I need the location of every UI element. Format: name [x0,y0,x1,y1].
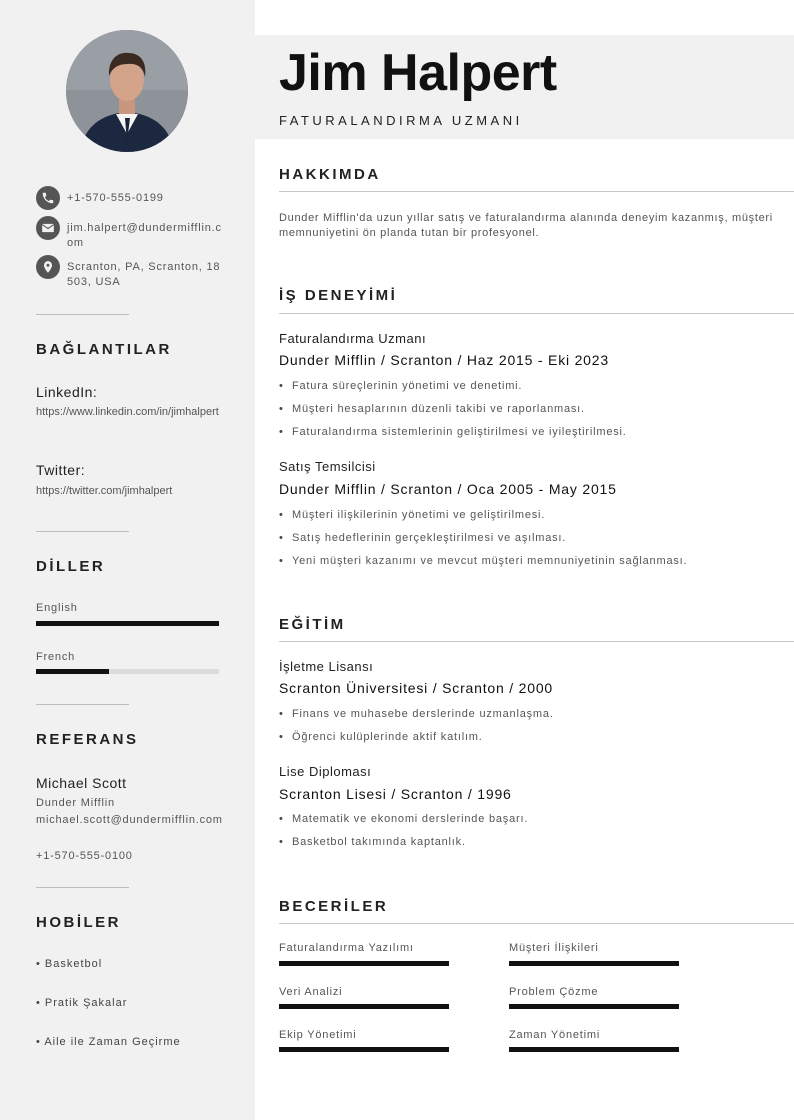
language-name: French [36,651,76,663]
contact-phone [36,186,222,210]
linkedin-link[interactable]: https://www.linkedin.com/in/jimhalpert [36,406,219,418]
skill-level-bar [279,1047,449,1052]
contact-address-text: Scranton, PA, Scranton, 18503, USA [67,261,221,288]
skill-level-bar [279,1004,449,1009]
education-bullet-text: Matematik ve ekonomi derslerinde başarı. [292,813,529,825]
education-bullet-text: Finans ve muhasebe derslerinde uzmanlaşma. [292,708,554,720]
job-title: FATURALANDIRMA UZMANI [279,113,523,128]
education-heading: EĞİTİM [279,616,346,633]
phone-icon [36,186,60,210]
section-rule [279,641,794,642]
sidebar-divider [36,531,129,532]
language-level-bar [36,621,219,626]
job-bullet: • Müşteri hesaplarının düzenli takibi ve raporlanması. [279,403,585,415]
education-school: Scranton Üniversitesi / Scranton / 2000 [279,680,553,696]
skill-level-fill [279,961,449,966]
location-pin-icon [36,255,60,279]
job-bullet-text: Yeni müşteri kazanımı ve mevcut müşteri memnuniyetinin sağlanması. [292,555,688,567]
skill-name: Müşteri İlişkileri [509,942,599,954]
hobby-item: • Basketbol [36,958,103,970]
job-bullet-text: Faturalandırma sistemlerinin geliştirilmesi ve iyileştirilmesi. [292,426,627,438]
job-bullet: • Müşteri ilişkilerinin yönetimi ve geliştirilmesi. [279,509,546,521]
education-degree: Lise Diploması [279,764,372,779]
skill-level-fill [509,961,679,966]
sidebar-divider [36,704,129,705]
languages-heading: DİLLER [36,558,106,575]
reference-name: Michael Scott [36,775,127,791]
job-company-dates: Dunder Mifflin / Scranton / Haz 2015 - Eki 2023 [279,352,609,368]
hobbies-heading: HOBİLER [36,914,121,931]
job-bullet: • Satış hedeflerinin gerçekleştirilmesi ve aşılması. [279,532,567,544]
education-bullet: • Öğrenci kulüplerinde aktif katılım. [279,731,483,743]
section-rule [279,191,794,192]
language-level-bar [36,669,219,674]
twitter-link[interactable]: https://twitter.com/jimhalpert [36,485,173,497]
hobby-label: Pratik Şakalar [44,997,128,1009]
skill-level-fill [509,1047,679,1052]
education-school: Scranton Lisesi / Scranton / 1996 [279,786,512,802]
references-heading: REFERANS [36,731,139,748]
skill-level-bar [509,1047,679,1052]
education-bullet-text: Öğrenci kulüplerinde aktif katılım. [292,731,483,743]
skill-level-bar [509,961,679,966]
about-heading: HAKKIMDA [279,166,381,183]
education-degree: İşletme Lisansı [279,659,374,674]
skill-level-fill [509,1004,679,1009]
reference-email[interactable]: michael.scott@dundermifflin.com [36,814,223,826]
job-bullet: • Yeni müşteri kazanımı ve mevcut müşteri memnuniyetinin sağlanması. [279,555,688,567]
language-level-fill [36,621,219,626]
contact-email-text[interactable]: jim.halpert@dundermifflin.com [67,222,222,249]
contact-phone-text: +1-570-555-0199 [67,192,164,204]
twitter-label: Twitter: [36,462,86,478]
education-bullet: • Finans ve muhasebe derslerinde uzmanlaşma. [279,708,554,720]
experience-heading: İŞ DENEYİMİ [279,287,398,304]
mail-icon [36,216,60,240]
skill-name: Problem Çözme [509,986,599,998]
skill-name: Ekip Yönetimi [279,1029,357,1041]
links-heading: BAĞLANTILAR [36,341,172,358]
skill-name: Faturalandırma Yazılımı [279,942,414,954]
sidebar-divider [36,314,129,315]
linkedin-label: LinkedIn: [36,384,98,400]
profile-photo [66,30,188,152]
sidebar-divider [36,887,129,888]
skill-level-fill [279,1047,449,1052]
skills-heading: BECERİLER [279,898,389,915]
hobby-label: Aile ile Zaman Geçirme [44,1036,181,1048]
contact-email [36,216,222,251]
job-bullet: • Fatura süreçlerinin yönetimi ve denetimi. [279,380,523,392]
skill-level-bar [279,961,449,966]
skill-level-fill [279,1004,449,1009]
hobby-label: Basketbol [44,958,103,970]
job-bullet: • Faturalandırma sistemlerinin geliştirilmesi ve iyileştirilmesi. [279,426,627,438]
language-name: English [36,602,78,614]
language-level-fill [36,669,109,674]
reference-company: Dunder Mifflin [36,797,115,809]
education-bullet-text: Basketbol takımında kaptanlık. [292,836,466,848]
skill-name: Veri Analizi [279,986,343,998]
education-bullet: • Basketbol takımında kaptanlık. [279,836,466,848]
job-position: Satış Temsilcisi [279,459,376,474]
reference-phone: +1-570-555-0100 [36,850,133,862]
hobby-item: • Aile ile Zaman Geçirme [36,1036,181,1048]
job-bullet-text: Müşteri hesaplarının düzenli takibi ve raporlanması. [292,403,585,415]
person-name: Jim Halpert [279,44,557,102]
job-bullet-text: Müşteri ilişkilerinin yönetimi ve geliştirilmesi. [292,509,546,521]
job-bullet-text: Satış hedeflerinin gerçekleştirilmesi ve aşılması. [292,532,567,544]
skill-name: Zaman Yönetimi [509,1029,601,1041]
about-text: Dunder Mifflin'da uzun yıllar satış ve faturalandırma alanında deneyim kazanmış, müşteri memnuniyetini ön planda tutan bir profesyonel. [279,212,773,239]
contact-address [36,255,222,290]
job-bullet-text: Fatura süreçlerinin yönetimi ve denetimi. [292,380,523,392]
hobby-item: • Pratik Şakalar [36,997,128,1009]
job-position: Faturalandırma Uzmanı [279,331,427,346]
job-company-dates: Dunder Mifflin / Scranton / Oca 2005 - May 2015 [279,481,617,497]
education-bullet: • Matematik ve ekonomi derslerinde başarı. [279,813,529,825]
section-rule [279,923,794,924]
section-rule [279,313,794,314]
skill-level-bar [509,1004,679,1009]
